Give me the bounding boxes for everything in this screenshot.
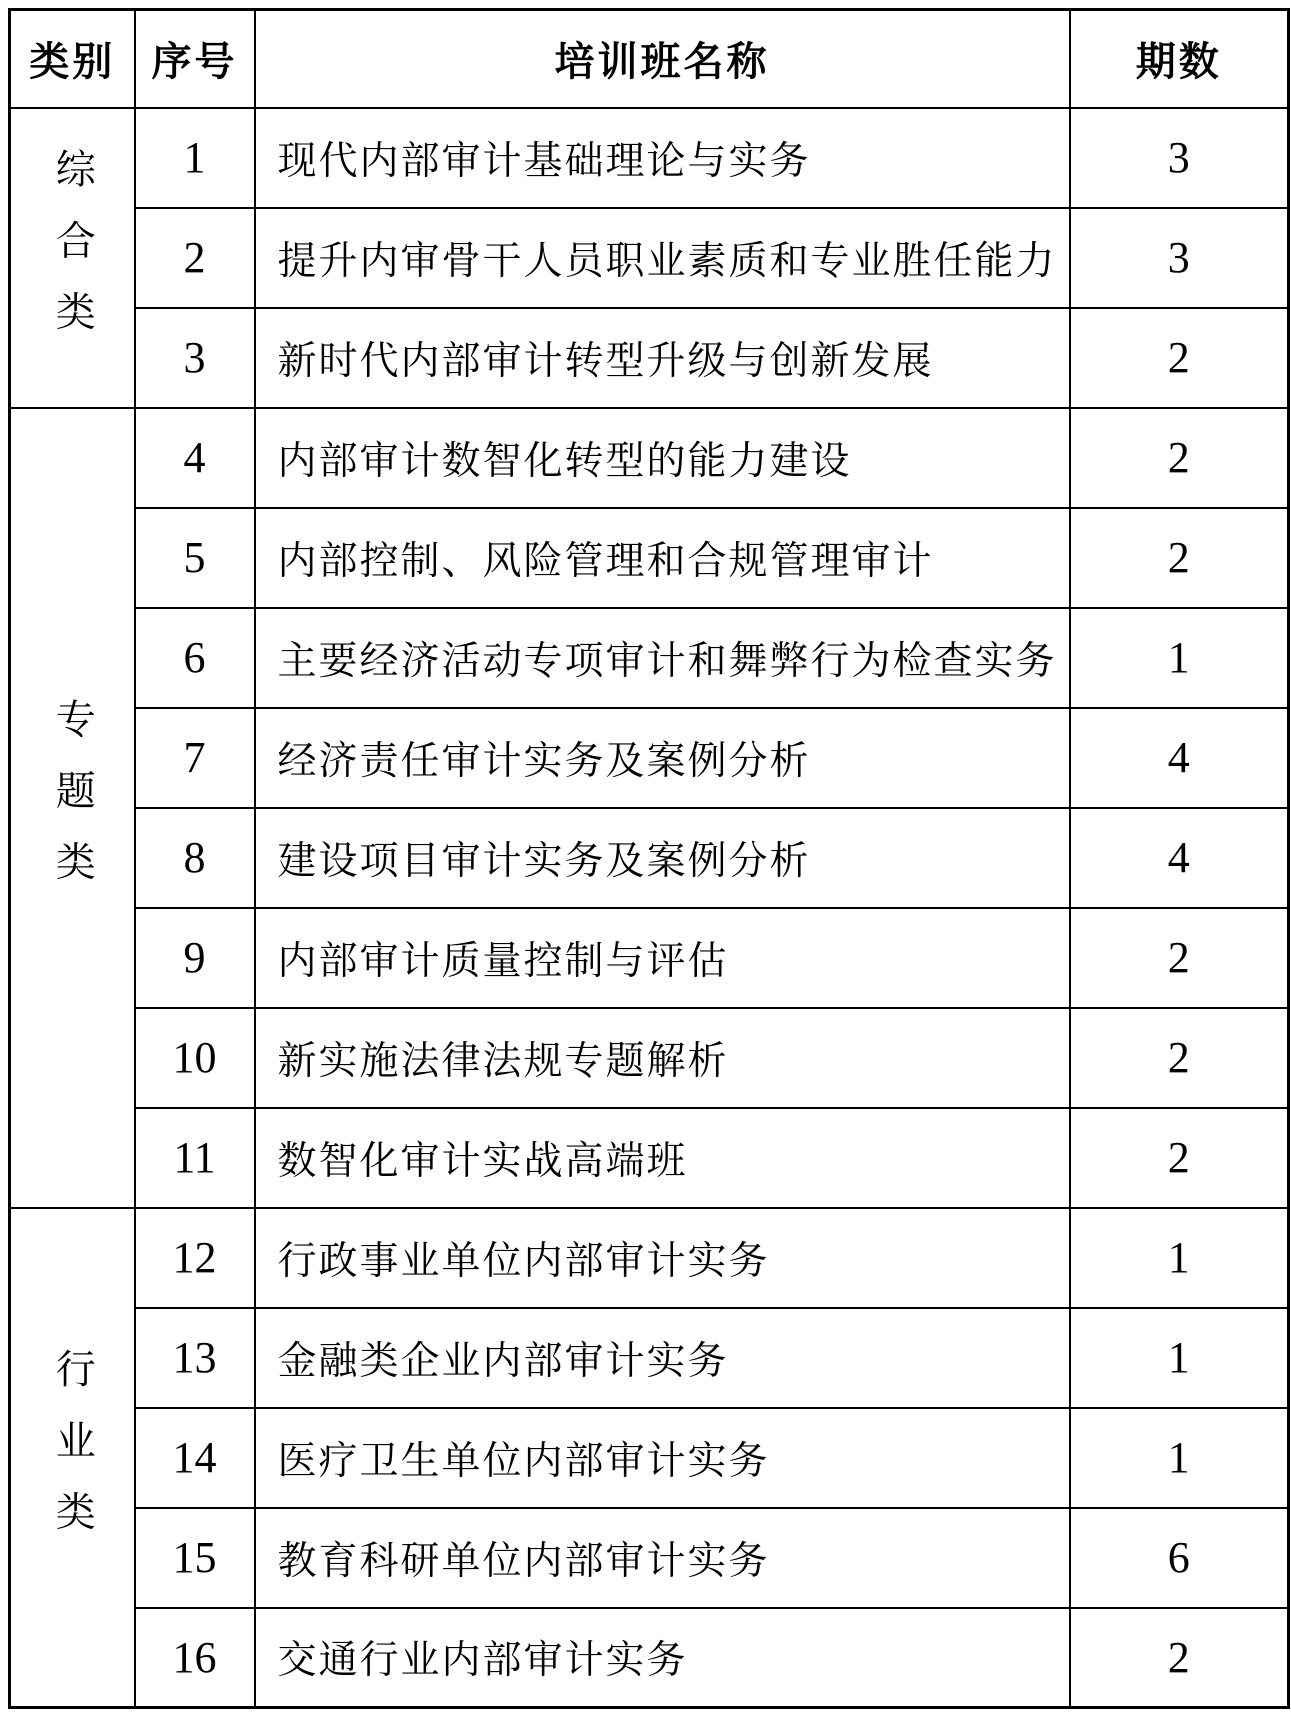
course-name: 建设项目审计实务及案例分析 [255, 808, 1070, 908]
row-number: 15 [135, 1508, 255, 1608]
row-number: 10 [135, 1008, 255, 1108]
session-count: 1 [1070, 1208, 1289, 1308]
course-name: 新时代内部审计转型升级与创新发展 [255, 308, 1070, 408]
row-number: 14 [135, 1408, 255, 1508]
row-number: 4 [135, 408, 255, 508]
session-count: 3 [1070, 108, 1289, 208]
row-number: 12 [135, 1208, 255, 1308]
course-name: 内部审计质量控制与评估 [255, 908, 1070, 1008]
header-sessions: 期数 [1070, 10, 1289, 108]
row-number: 6 [135, 608, 255, 708]
category-label: 行业类 [50, 1347, 96, 1562]
row-number: 13 [135, 1308, 255, 1408]
session-count: 1 [1070, 1308, 1289, 1408]
table-row [10, 1608, 1289, 1708]
session-count: 2 [1070, 1008, 1289, 1108]
row-number: 16 [135, 1608, 255, 1708]
table-row [10, 1008, 1289, 1108]
session-count: 2 [1070, 508, 1289, 608]
header-name: 培训班名称 [255, 10, 1070, 108]
table-row [10, 808, 1289, 908]
table-header-row [10, 10, 1289, 108]
session-count: 4 [1070, 808, 1289, 908]
category-label: 综合类 [50, 148, 96, 362]
session-count: 2 [1070, 308, 1289, 408]
table-row [10, 1108, 1289, 1208]
session-count: 3 [1070, 208, 1289, 308]
table-row [10, 208, 1289, 308]
session-count: 6 [1070, 1508, 1289, 1608]
header-category: 类别 [10, 10, 135, 108]
category-cell-special-topic [10, 408, 135, 1208]
table-row [10, 708, 1289, 808]
table-row [10, 608, 1289, 708]
row-number: 7 [135, 708, 255, 808]
row-number: 9 [135, 908, 255, 1008]
course-name: 内部控制、风险管理和合规管理审计 [255, 508, 1070, 608]
row-number: 8 [135, 808, 255, 908]
table-row [10, 1308, 1289, 1408]
course-name: 经济责任审计实务及案例分析 [255, 708, 1070, 808]
row-number: 5 [135, 508, 255, 608]
category-label: 专题类 [50, 698, 96, 912]
table-row [10, 1508, 1289, 1608]
training-schedule-table [8, 8, 1290, 1709]
category-cell-comprehensive [10, 108, 135, 408]
course-name: 新实施法律法规专题解析 [255, 1008, 1070, 1108]
course-name: 交通行业内部审计实务 [255, 1608, 1070, 1708]
row-number: 2 [135, 208, 255, 308]
session-count: 2 [1070, 1108, 1289, 1208]
session-count: 2 [1070, 408, 1289, 508]
course-name: 主要经济活动专项审计和舞弊行为检查实务 [255, 608, 1070, 708]
table-row [10, 908, 1289, 1008]
course-name: 金融类企业内部审计实务 [255, 1308, 1070, 1408]
session-count: 2 [1070, 908, 1289, 1008]
session-count: 2 [1070, 1608, 1289, 1708]
header-number: 序号 [135, 10, 255, 108]
course-name: 现代内部审计基础理论与实务 [255, 108, 1070, 208]
row-number: 3 [135, 308, 255, 408]
course-name: 行政事业单位内部审计实务 [255, 1208, 1070, 1308]
category-cell-industry [10, 1208, 135, 1708]
course-name: 提升内审骨干人员职业素质和专业胜任能力 [255, 208, 1070, 308]
table-row [10, 408, 1289, 508]
table-row [10, 308, 1289, 408]
session-count: 1 [1070, 608, 1289, 708]
table-row [10, 108, 1289, 208]
course-name: 数智化审计实战高端班 [255, 1108, 1070, 1208]
table-row [10, 508, 1289, 608]
table-row [10, 1208, 1289, 1308]
row-number: 11 [135, 1108, 255, 1208]
course-name: 内部审计数智化转型的能力建设 [255, 408, 1070, 508]
course-name: 教育科研单位内部审计实务 [255, 1508, 1070, 1608]
table-row [10, 1408, 1289, 1508]
course-name: 医疗卫生单位内部审计实务 [255, 1408, 1070, 1508]
session-count: 1 [1070, 1408, 1289, 1508]
session-count: 4 [1070, 708, 1289, 808]
row-number: 1 [135, 108, 255, 208]
